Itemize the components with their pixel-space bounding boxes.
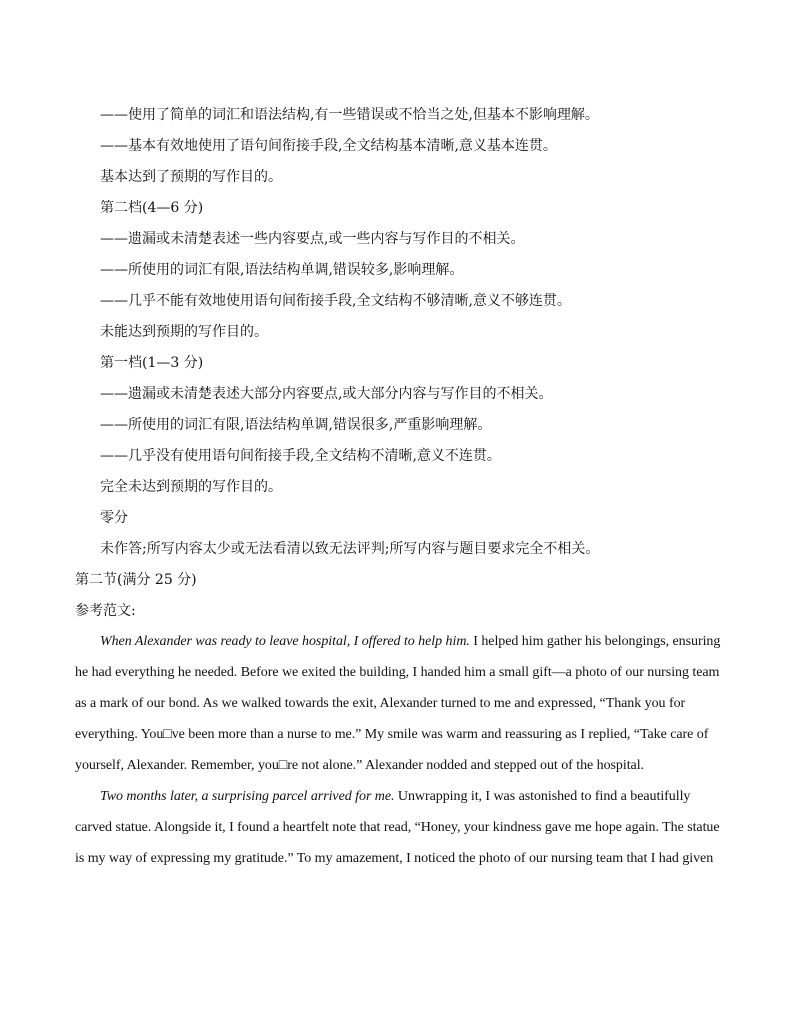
essay-paragraph-1-line: yourself, Alexander. Remember, you□re not alone.” Alexander nodded and stepped out of the hospital. xyxy=(75,758,645,773)
rubric-line: 未能达到预期的写作目的。 xyxy=(100,324,268,340)
grade-heading: 零分 xyxy=(100,510,128,526)
rubric-line: ——几乎不能有效地使用语句间衔接手段,全文结构不够清晰,意义不够连贯。 xyxy=(100,293,571,309)
rubric-line: 基本达到了预期的写作目的。 xyxy=(100,169,282,185)
rubric-line: ——遗漏或未清楚表述一些内容要点,或一些内容与写作目的不相关。 xyxy=(100,231,525,247)
rubric-line: ——所使用的词汇有限,语法结构单调,错误很多,严重影响理解。 xyxy=(100,417,492,433)
rubric-line: ——所使用的词汇有限,语法结构单调,错误较多,影响理解。 xyxy=(100,262,464,278)
essay-paragraph-1-line xyxy=(100,633,723,651)
essay-text: Unwrapping it, I was astonished to find a beautifully xyxy=(394,789,691,804)
rubric-line: 未作答;所写内容太少或无法看清以致无法评判;所写内容与题目要求完全不相关。 xyxy=(100,541,600,557)
rubric-line: ——几乎没有使用语句间衔接手段,全文结构不清晰,意义不连贯。 xyxy=(100,448,501,464)
essay-paragraph-1-line: as a mark of our bond. As we walked towards the exit, Alexander turned to me and expressed, “Thank you for xyxy=(75,696,686,711)
section-heading: 第二节(满分 25 分) xyxy=(75,572,197,588)
essay-paragraph-2-line: is my way of expressing my gratitude.” To my amazement, I noticed the photo of our nursing team that I had given xyxy=(75,851,714,866)
essay-paragraph-1-line: he had everything he needed. Before we exited the building, I handed him a small gift—a photo of our nursing team xyxy=(75,665,720,680)
essay-paragraph-2-lead: Two months later, a surprising parcel arrived for me. xyxy=(100,789,395,804)
rubric-line: 完全未达到预期的写作目的。 xyxy=(100,479,282,495)
sample-essay-label: 参考范文: xyxy=(75,603,136,619)
essay-paragraph-1-lead: When Alexander was ready to leave hospital, I offered to help him. xyxy=(100,634,470,649)
grade-heading: 第二档(4—6 分) xyxy=(100,200,204,216)
grade-heading: 第一档(1—3 分) xyxy=(100,355,204,371)
essay-paragraph-1-line: everything. You□ve been more than a nurse to me.” My smile was warm and reassuring as I replied, “Take care of xyxy=(75,727,709,742)
rubric-line: ——遗漏或未清楚表述大部分内容要点,或大部分内容与写作目的不相关。 xyxy=(100,386,553,402)
rubric-line: ——使用了简单的词汇和语法结构,有一些错误或不恰当之处,但基本不影响理解。 xyxy=(100,107,599,123)
essay-paragraph-2-line xyxy=(100,788,723,806)
essay-text: I helped him gather his belongings, ensuring xyxy=(469,634,721,649)
rubric-line: ——基本有效地使用了语句间衔接手段,全文结构基本清晰,意义基本连贯。 xyxy=(100,138,557,154)
essay-paragraph-2-line: carved statue. Alongside it, I found a heartfelt note that read, “Honey, your kindness gave me hope again. The statue xyxy=(75,820,720,835)
